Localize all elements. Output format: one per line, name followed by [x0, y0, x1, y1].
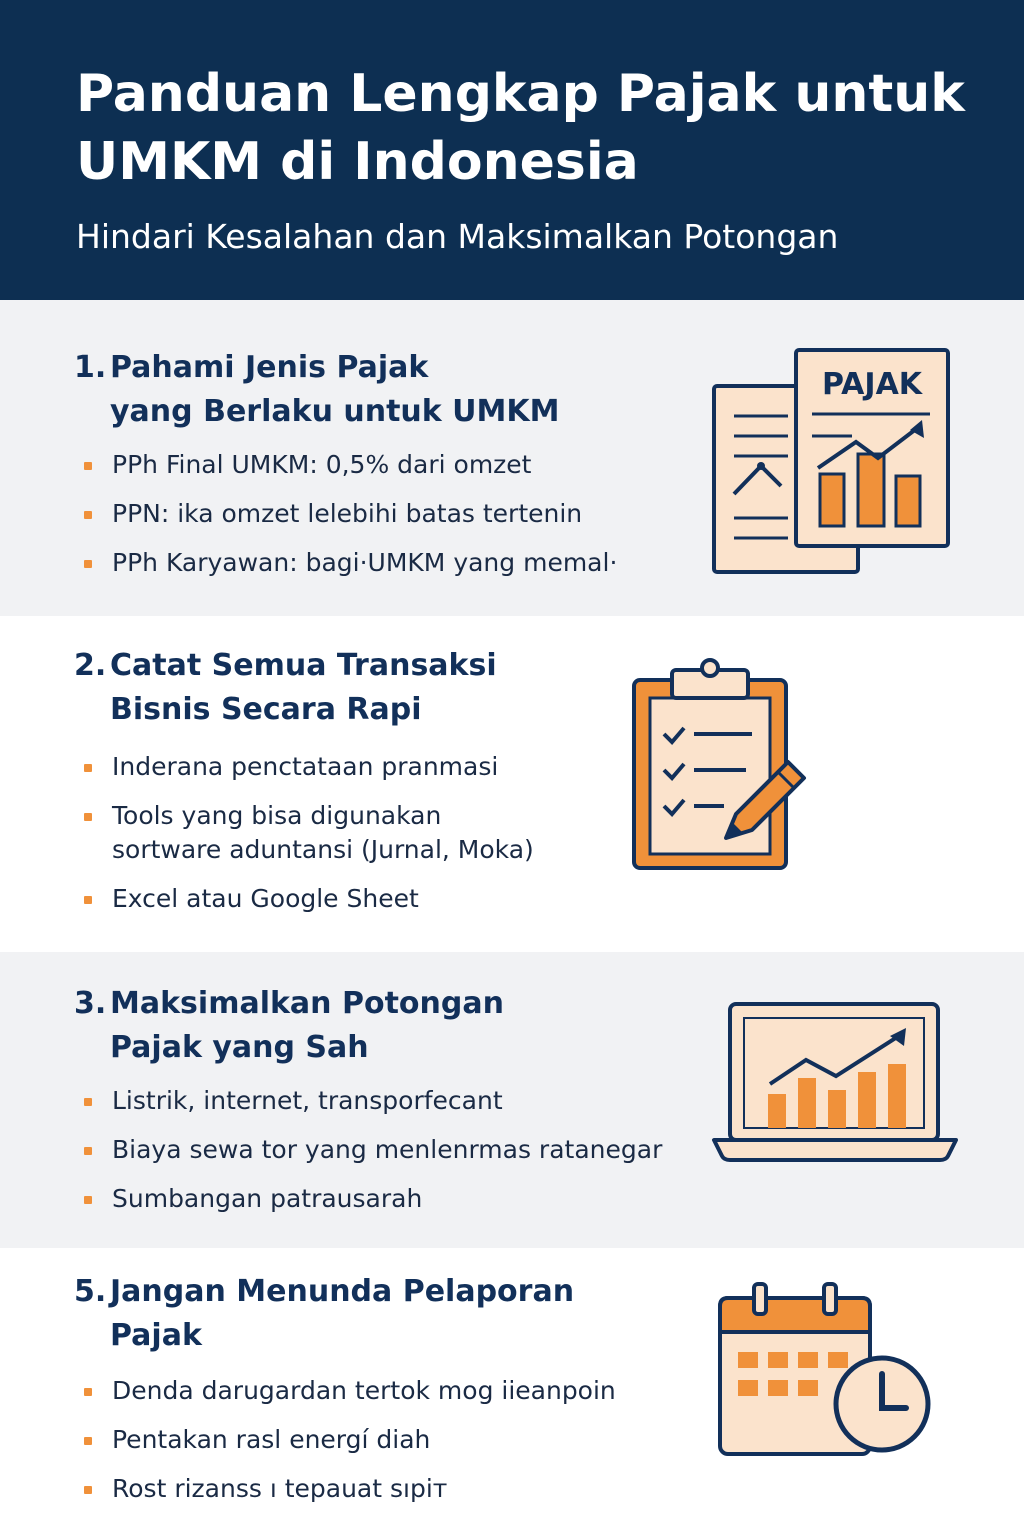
section-title-line2: Pajak yang Sah: [110, 1030, 369, 1065]
section-number: 2.: [74, 648, 107, 683]
list-item: PPN: ika omzet lelebihi batas tertenin: [84, 497, 684, 531]
section-tax-types: [0, 300, 1024, 616]
list-item: Sumbangan patrausarah: [84, 1182, 684, 1216]
list-item: Pentakan rasl energí diah: [84, 1423, 684, 1457]
list-item: Inderana penctataan pranmasi: [84, 750, 684, 784]
list-item: [84, 799, 684, 867]
laptop-chart-icon: [710, 998, 960, 1168]
page-title: [76, 60, 976, 196]
section-title: [74, 644, 634, 732]
bullet-list: [84, 1374, 684, 1521]
bullet-list: [84, 448, 684, 595]
section-title-line1: Pahami Jenis Pajak: [110, 350, 429, 385]
list-item-text: Tools yang bisa digunakan: [112, 801, 442, 830]
tax-label: PAJAK: [821, 367, 923, 402]
section-title-line1: Catat Semua Transaksi: [110, 648, 497, 683]
list-item: PPh Karyawan: bagi·UMKM yang memal·: [84, 546, 684, 580]
section-title: [74, 346, 634, 434]
list-item: PPh Final UMKM: 0,5% dari omzet: [84, 448, 684, 482]
list-item: Excel atau Google Sheet: [84, 882, 684, 916]
section-title-line2: Pajak: [110, 1318, 202, 1353]
section-number: 1.: [74, 350, 107, 385]
section-timely-reporting: [0, 1248, 1024, 1536]
section-record-transactions: [0, 616, 1024, 952]
list-item: Denda darugardan tertok mog iieanpoin: [84, 1374, 684, 1408]
calendar-clock-icon: [712, 1276, 942, 1476]
clipboard-checklist-icon: [628, 654, 814, 874]
list-item: Listrik, internet, transporfecant: [84, 1084, 684, 1118]
bullet-list: [84, 750, 684, 931]
section-title: [74, 1270, 674, 1358]
page-title-line1: Panduan Lengkap Pajak untuk: [76, 64, 965, 124]
page-subtitle: Hindari Kesalahan dan Maksimalkan Potongan: [76, 217, 839, 256]
section-tax-deductions: [0, 952, 1024, 1248]
bullet-list: [84, 1084, 684, 1231]
section-title: [74, 982, 634, 1070]
section-title-line2: Bisnis Secara Rapi: [110, 692, 422, 727]
list-item: Rost rizanss ı tepauat sıpiт: [84, 1472, 684, 1506]
page-title-line2: UMKM di Indonesia: [76, 132, 639, 192]
section-title-line1: Maksimalkan Potongan: [110, 986, 504, 1021]
list-item: Biaya sewa tor yang menlenrmas ratanegar: [84, 1133, 684, 1167]
section-title-line1: Jangan Menunda Pelaporan: [110, 1274, 575, 1309]
header-banner: [0, 0, 1024, 300]
section-title-line2: yang Berlaku untuk UMKM: [110, 394, 560, 429]
section-number: 3.: [74, 986, 107, 1021]
section-number: 5.: [74, 1274, 107, 1309]
tax-document-icon: [706, 346, 956, 576]
list-item-continuation: sortware aduntansi (Jurnal, Moka): [112, 835, 534, 864]
